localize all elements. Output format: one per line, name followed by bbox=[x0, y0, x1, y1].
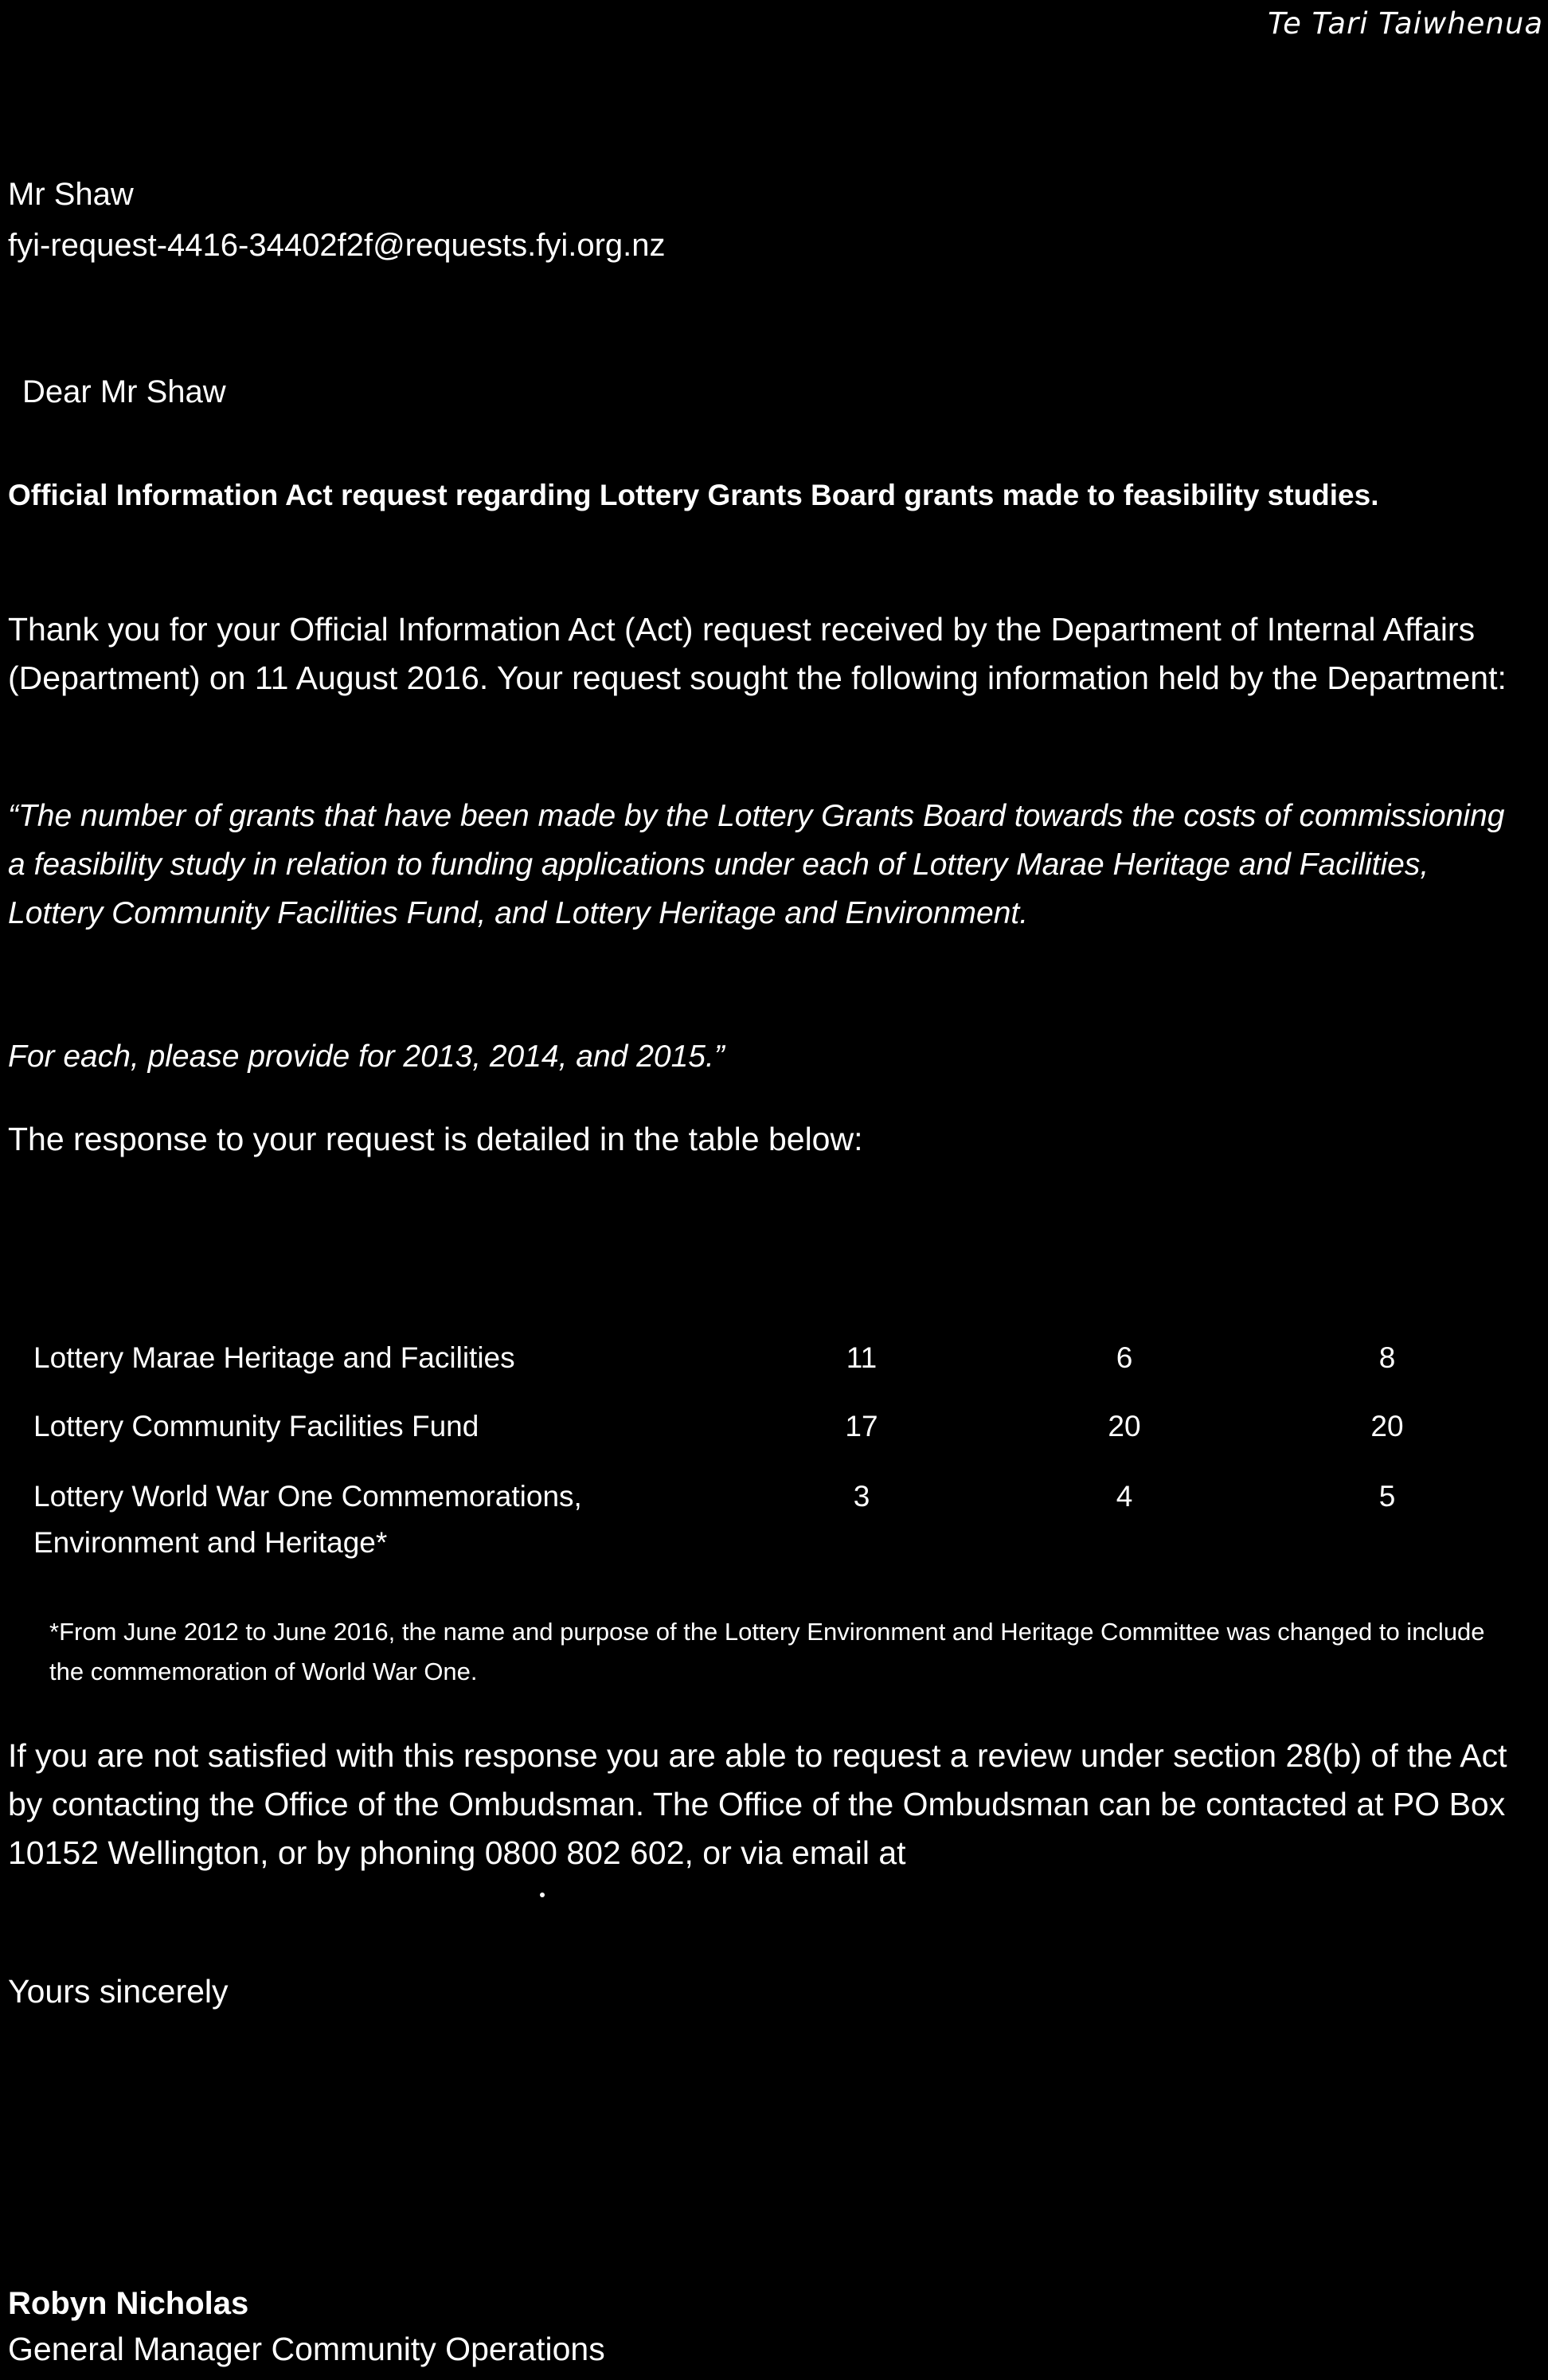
value-2015: 5 bbox=[1378, 1480, 1396, 1513]
recipient-name: Mr Shaw bbox=[8, 177, 134, 212]
quoted-request-years: For each, please provide for 2013, 2014, and 2015.” bbox=[8, 1039, 725, 1074]
row-label: Lottery World War One Commemorations, Environment and Heritage* bbox=[33, 1480, 582, 1559]
value-2013: 17 bbox=[845, 1410, 878, 1442]
value-2013: 3 bbox=[853, 1480, 870, 1513]
value-2015: 8 bbox=[1378, 1341, 1396, 1374]
quoted-request: “The number of grants that have been made by the Lottery Grants Board towards the costs of commissioning a feasibility study in relation to funding applications under each of Lottery Marae Heritage and Facilities, Lottery Community Facilities Fund, and Lottery Heritage and Environment. bbox=[8, 799, 1505, 930]
signature-title: General Manager Community Operations bbox=[8, 2331, 605, 2367]
table-footnote: *From June 2012 to June 2016, the name and purpose of the Lottery Environment and Heritage Committee was changed to include the commemoration of World War One. bbox=[49, 1618, 1485, 1685]
review-paragraph: If you are not satisfied with this response you are able to request a review under section 28(b) of the Act by contacting the Office of the Ombudsman. The Office of the Ombudsman can be contacted at PO Box 10152 Wellington, or by phoning 0800 802 602, or via email at bbox=[8, 1737, 1507, 1871]
header-brand: Te Tari Taiwhenua bbox=[1268, 6, 1543, 41]
row-label: Lottery Community Facilities Fund bbox=[33, 1410, 479, 1442]
row-label: Lottery Marae Heritage and Facilities bbox=[33, 1341, 515, 1374]
table-row bbox=[33, 1403, 1451, 1450]
salutation: Dear Mr Shaw bbox=[22, 374, 226, 409]
value-2014: 20 bbox=[1108, 1410, 1141, 1442]
value-2014: 6 bbox=[1116, 1341, 1133, 1374]
intro-paragraph: Thank you for your Official Information Act (Act) request received by the Department of Internal Affairs (Department) on 11 August 2016. Your request sought the following information held by the Department: bbox=[8, 611, 1507, 696]
table-row bbox=[33, 1474, 1451, 1566]
signature-name: Robyn Nicholas bbox=[8, 2286, 249, 2321]
subject-heading: Official Information Act request regarding Lottery Grants Board grants made to feasibility studies. bbox=[8, 479, 1379, 511]
value-2014: 4 bbox=[1116, 1480, 1133, 1513]
recipient-email: fyi-request-4416-34402f2f@requests.fyi.org.nz bbox=[8, 228, 666, 263]
value-2015: 20 bbox=[1370, 1410, 1404, 1442]
value-2013: 11 bbox=[846, 1341, 878, 1374]
closing: Yours sincerely bbox=[8, 1973, 229, 2010]
response-intro: The response to your request is detailed in the table below: bbox=[8, 1121, 863, 1157]
table-row bbox=[33, 1335, 1451, 1381]
redacted-email-dot bbox=[540, 1893, 545, 1897]
